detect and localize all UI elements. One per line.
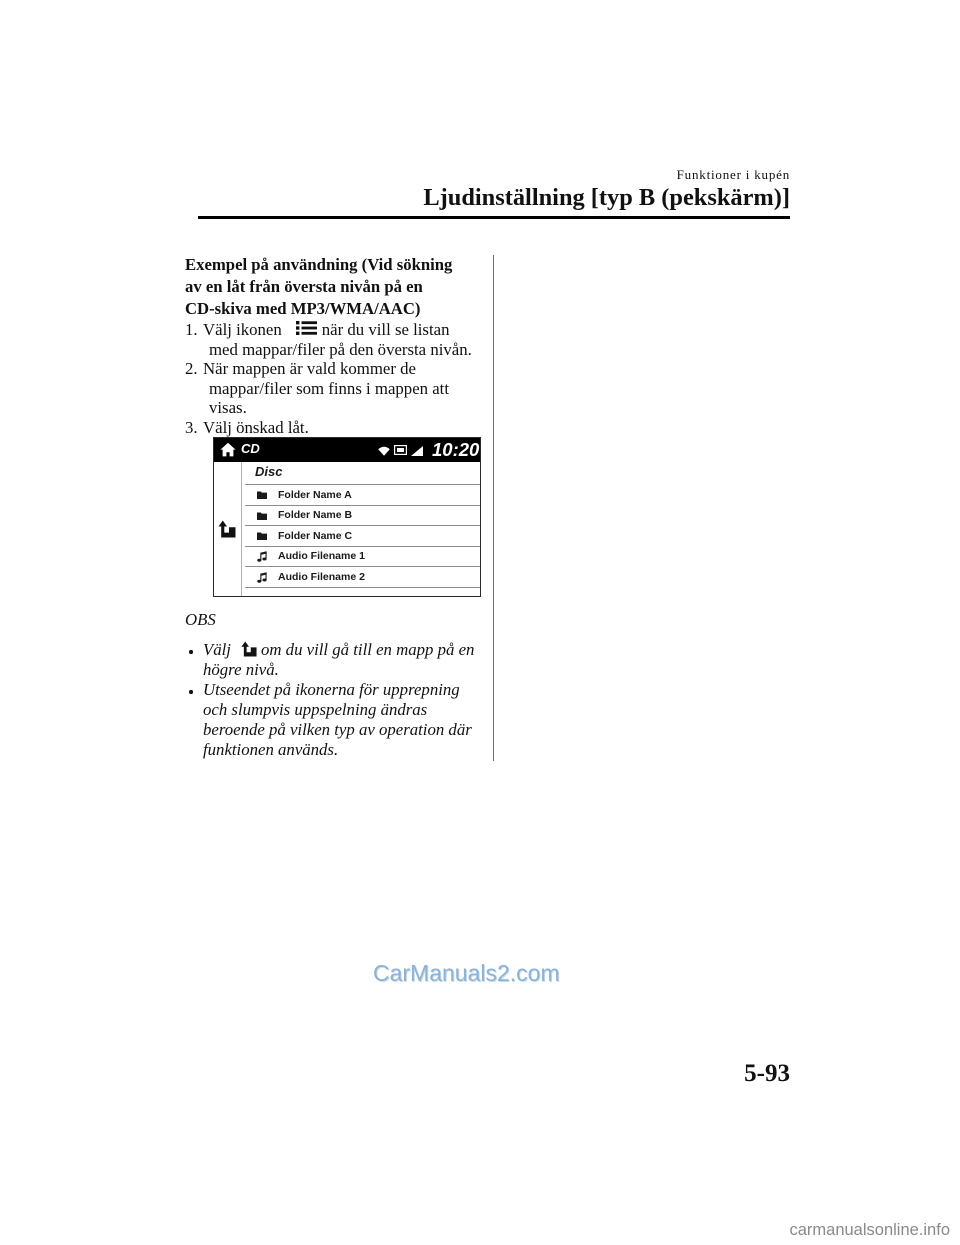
audio-source-label: CD (241, 441, 260, 456)
folder-icon (257, 512, 267, 520)
step-text: när du vill se listan (321, 320, 450, 339)
footer-source: carmanualsonline.info (789, 1221, 950, 1239)
note-item (185, 640, 474, 660)
list-title: Disc (245, 462, 480, 485)
wifi-icon (378, 446, 390, 456)
cd-browse-screen-illustration (213, 437, 481, 597)
folder-up-icon (241, 641, 257, 657)
step-2 (185, 359, 472, 379)
list-item-label: Audio Filename 1 (278, 550, 365, 563)
step-number: 3. (185, 417, 198, 437)
heading-line: Exempel på användning (Vid sökning (185, 255, 453, 274)
list-item-label: Audio Filename 2 (278, 570, 365, 583)
step-text: Välj önskad låt. (203, 417, 309, 437)
note-continuation: och slumpvis uppspelning ändras (203, 700, 428, 719)
bullet-dot (189, 650, 193, 654)
note-text: Välj (203, 640, 231, 659)
phone-icon (394, 445, 407, 455)
signal-icon (411, 446, 423, 456)
page-number: 5-93 (744, 1060, 790, 1087)
section-heading (185, 254, 452, 320)
step-text: När mappen är vald kommer de (203, 359, 416, 379)
bullet-dot (189, 690, 193, 694)
list-item-label: Folder Name B (278, 509, 353, 522)
note-continuation: högre nivå. (203, 660, 279, 679)
note-text: om du vill gå till en mapp på en (260, 640, 475, 659)
note-continuation: funktionen används. (203, 740, 339, 759)
note-item (185, 680, 474, 700)
chapter-label: Funktioner i kupén (676, 167, 790, 182)
step-2-continuation: mappar/filer som finns i mappen att (209, 378, 450, 398)
music-note-icon (257, 551, 267, 562)
home-icon (220, 442, 236, 457)
folder-icon (257, 491, 267, 499)
note-continuation: beroende på vilken typ av operation där (203, 720, 472, 739)
screen-sidebar (214, 462, 242, 596)
step-number: 2. (185, 359, 198, 379)
folder-up-icon (218, 520, 236, 538)
list-item (245, 506, 480, 527)
steps-list (185, 320, 472, 438)
step-text: Välj ikonen (203, 320, 282, 339)
step-2-continuation: visas. (209, 398, 247, 418)
list-item-label: Folder Name A (278, 488, 352, 501)
note-text: Utseendet på ikonerna för upprepning (203, 680, 460, 699)
heading-line: av en låt från översta nivån på en (185, 277, 423, 296)
music-note-icon (257, 572, 267, 583)
screen-top-bar (214, 438, 480, 462)
list-item-label: Folder Name C (278, 529, 353, 542)
file-list (245, 462, 480, 588)
column-divider (493, 255, 494, 761)
folder-icon (257, 532, 267, 540)
clock: 10:20 (432, 439, 480, 460)
notes-title: OBS (185, 610, 216, 629)
header-rule (198, 216, 790, 219)
step-1-continuation: med mappar/filer på den översta nivån. (209, 339, 472, 359)
page-title: Ljudinställning [typ B (pekskärm)] (423, 184, 790, 211)
list-icon (296, 321, 317, 335)
list-item (245, 567, 480, 588)
list-item (245, 547, 480, 568)
watermark: CarManuals2.com (373, 960, 560, 986)
step-3 (185, 418, 472, 438)
list-item (245, 526, 480, 547)
notes-list (185, 640, 474, 760)
step-1 (185, 320, 472, 340)
step-number: 1. (185, 320, 198, 339)
list-item (245, 485, 480, 506)
heading-line: CD-skiva med MP3/WMA/AAC) (185, 299, 421, 318)
